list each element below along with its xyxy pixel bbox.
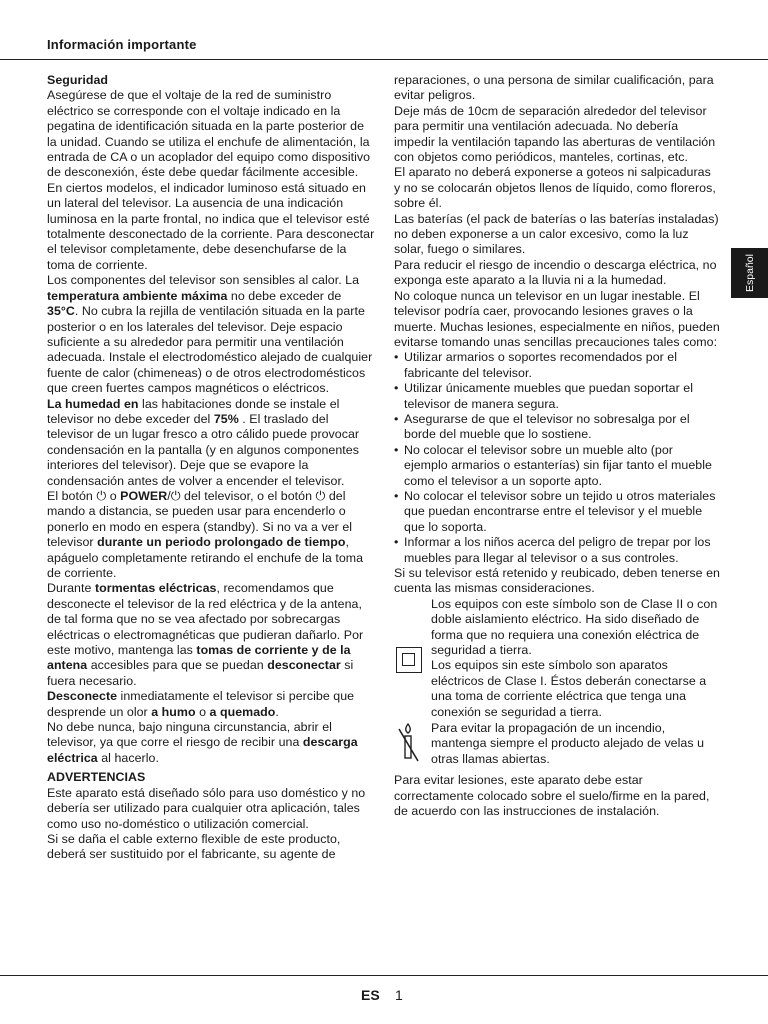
paragraph: Los equipos con este símbolo son de Clase II o con doble aislamiento eléctrico. Ha sido diseñado de forma que no requiera una conexión eléctrica de seguridad a tierra. bbox=[431, 596, 718, 658]
paragraph: La humedad en las habitaciones donde se instale el televisor no debe exceder del 75% . El traslado del televisor de un lugar fresco a otro cálido puede provocar condensación en la pantalla (y en algunos componentes interiores del televisor). Deje que se evapore la condensación antes de volver a encender el televisor. bbox=[47, 396, 360, 488]
seguridad-heading: Seguridad bbox=[47, 73, 109, 87]
paragraph: Para reducir el riesgo de incendio o descarga eléctrica, no exponga este aparato a la lluvia ni a la humedad. bbox=[394, 257, 717, 288]
no-open-flame-icon bbox=[396, 721, 422, 765]
paragraph: No debe nunca, bajo ninguna circunstancia, abrir el televisor, ya que corre el riesgo de recibir una descarga eléctrica al hacerlo. bbox=[47, 720, 358, 765]
paragraph: En ciertos modelos, el indicador luminoso está situado en un lateral del televisor. La ausencia de una indicación luminosa en la parte frontal, no indica que el televisor esté totalmente desconectado de la corriente. Para desconectar el televisor completamente, debe desenchufarse de la toma de corriente. bbox=[47, 180, 375, 272]
paragraph: El botón ⏻ o POWER/⏻ del televisor, o el botón ⏻ del mando a distancia, se pueden usar para encenderlo o ponerlo en modo en espera (standby). Si no va a ver el televisor durante un periodo prolongado de tiempo, apáguelo completamente retirando el enchufe de la toma de corriente. bbox=[47, 488, 364, 580]
language-tab bbox=[731, 248, 768, 298]
paragraph: Durante tormentas eléctricas, recomendamos que desconecte el televisor de la red eléctrica y de la antena, de tal forma que no se vea afectado por sobrecargas eléctricas o electromagnéticas que pudieran dañarlo. Por este motivo, mantenga las tomas de corriente y de la antena accesibles para que se puedan desconectar si fuera necesario. bbox=[47, 581, 364, 688]
section-title: Información importante bbox=[47, 37, 197, 52]
advertencias-heading: ADVERTENCIAS bbox=[47, 770, 146, 785]
paragraph: Para evitar lesiones, este aparato debe estar correctamente colocado sobre el suelo/firme en la pared, de acuerdo con las instrucciones de instalación. bbox=[394, 773, 710, 819]
paragraph: El aparato no deberá exponerse a goteos ni salpicaduras y no se colocarán objetos llenos de líquido, como floreros, sobre él. bbox=[394, 165, 716, 211]
list-item: • No colocar el televisor sobre un mueble alto (por ejemplo armarios o estanterías) sin fijar tanto el mueble como el televisor a un soporte apto. bbox=[394, 443, 720, 489]
paragraph: Los equipos sin este símbolo son aparatos eléctricos de Clase I. Éstos deberán conectarse a una toma de corriente eléctrica que tenga una conexión se seguridad a tierra. bbox=[431, 658, 707, 719]
paragraph: Si su televisor está retenido y reubicado, deben tenerse en cuenta las mismas consideraciones. bbox=[394, 566, 720, 596]
paragraph: Desconecte inmediatamente el televisor si percibe que desprende un olor a humo o a quemado. bbox=[47, 689, 355, 719]
candle-block bbox=[394, 721, 720, 767]
list-item: • Utilizar armarios o soportes recomendados por el fabricante del televisor. bbox=[394, 350, 720, 381]
paragraph: No coloque nunca un televisor en un lugar inestable. El televisor podría caer, provocando lesiones graves o la muerte. Muchas lesiones, especialmente en niños, pueden evitarse tomando unas sencillas precauciones tales como: bbox=[394, 288, 720, 349]
paragraph: Asegúrese de que el voltaje de la red de suministro eléctrico se corresponde con el voltaje indicado en la pegatina de identificación situada en la parte posterior de la unidad. Cuando se utiliza el enchufe de alimentación, la entrada de CA o un acoplador del equipo como dispositivo de desconexión, éste debe quedar fácilmente accesible. bbox=[47, 88, 371, 180]
paragraph: Deje más de 10cm de separación alrededor del televisor para permitir una ventilación adecuada. No debería impedir la ventilación tapando las aberturas de ventilación con objetos como periódicos, manteles, cortinas, etc. bbox=[394, 103, 716, 165]
top-divider bbox=[0, 59, 768, 60]
paragraph: Los componentes del televisor son sensibles al calor. La temperatura ambiente máxima no debe exceder de 35°C. No cubra la rejilla de ventilación situada en la parte posterior o en los laterales del televisor. Deje espacio suficiente a su alrededor para permitir una ventilación adecuada. Instale el electrodoméstico alejado de cualquier fuente de calor (chimeneas) o de otros electrodomésticos que creen fuertes campos magnéticos o eléctricos. bbox=[47, 273, 373, 396]
footer-language: ES bbox=[361, 987, 380, 1003]
precautions-list bbox=[394, 350, 720, 566]
list-item: • Informar a los niños acerca del peligro de trepar por los muebles para llegar al televisor o a sus controles. bbox=[394, 535, 720, 566]
paragraph: Para evitar la propagación de un incendio, mantenga siempre el producto alejado de velas u otras llamas abiertas. bbox=[431, 721, 705, 766]
paragraph: reparaciones, o una persona de similar cualificación, para evitar peligros. bbox=[394, 73, 714, 103]
bottom-divider bbox=[0, 975, 768, 976]
class2-block bbox=[394, 597, 720, 720]
page-number: 1 bbox=[395, 987, 403, 1003]
list-item: • Asegurarse de que el televisor no sobresalga por el borde del mueble que lo sostiene. bbox=[394, 412, 720, 443]
right-column bbox=[394, 73, 720, 820]
left-column bbox=[47, 73, 375, 863]
paragraph: Las baterías (el pack de baterías o las baterías instaladas) no deben exponerse a un calor excesivo, como la luz solar, fuego o similares. bbox=[394, 211, 719, 257]
language-tab-label: Español bbox=[743, 254, 756, 292]
paragraph: Este aparato está diseñado sólo para uso doméstico y no debería ser utilizado para cualquier otra aplicación, tales como uso no-doméstico o utilización comercial. bbox=[47, 785, 366, 831]
list-item: • No colocar el televisor sobre un tejido u otros materiales que puedan encontrarse entre el televisor y el mueble que lo soporta. bbox=[394, 489, 720, 535]
paragraph: Si se daña el cable externo flexible de este producto, deberá ser sustituido por el fabricante, su agente de bbox=[47, 831, 341, 862]
double-square-icon bbox=[396, 647, 422, 673]
list-item: • Utilizar únicamente muebles que puedan soportar el televisor de manera segura. bbox=[394, 381, 720, 412]
